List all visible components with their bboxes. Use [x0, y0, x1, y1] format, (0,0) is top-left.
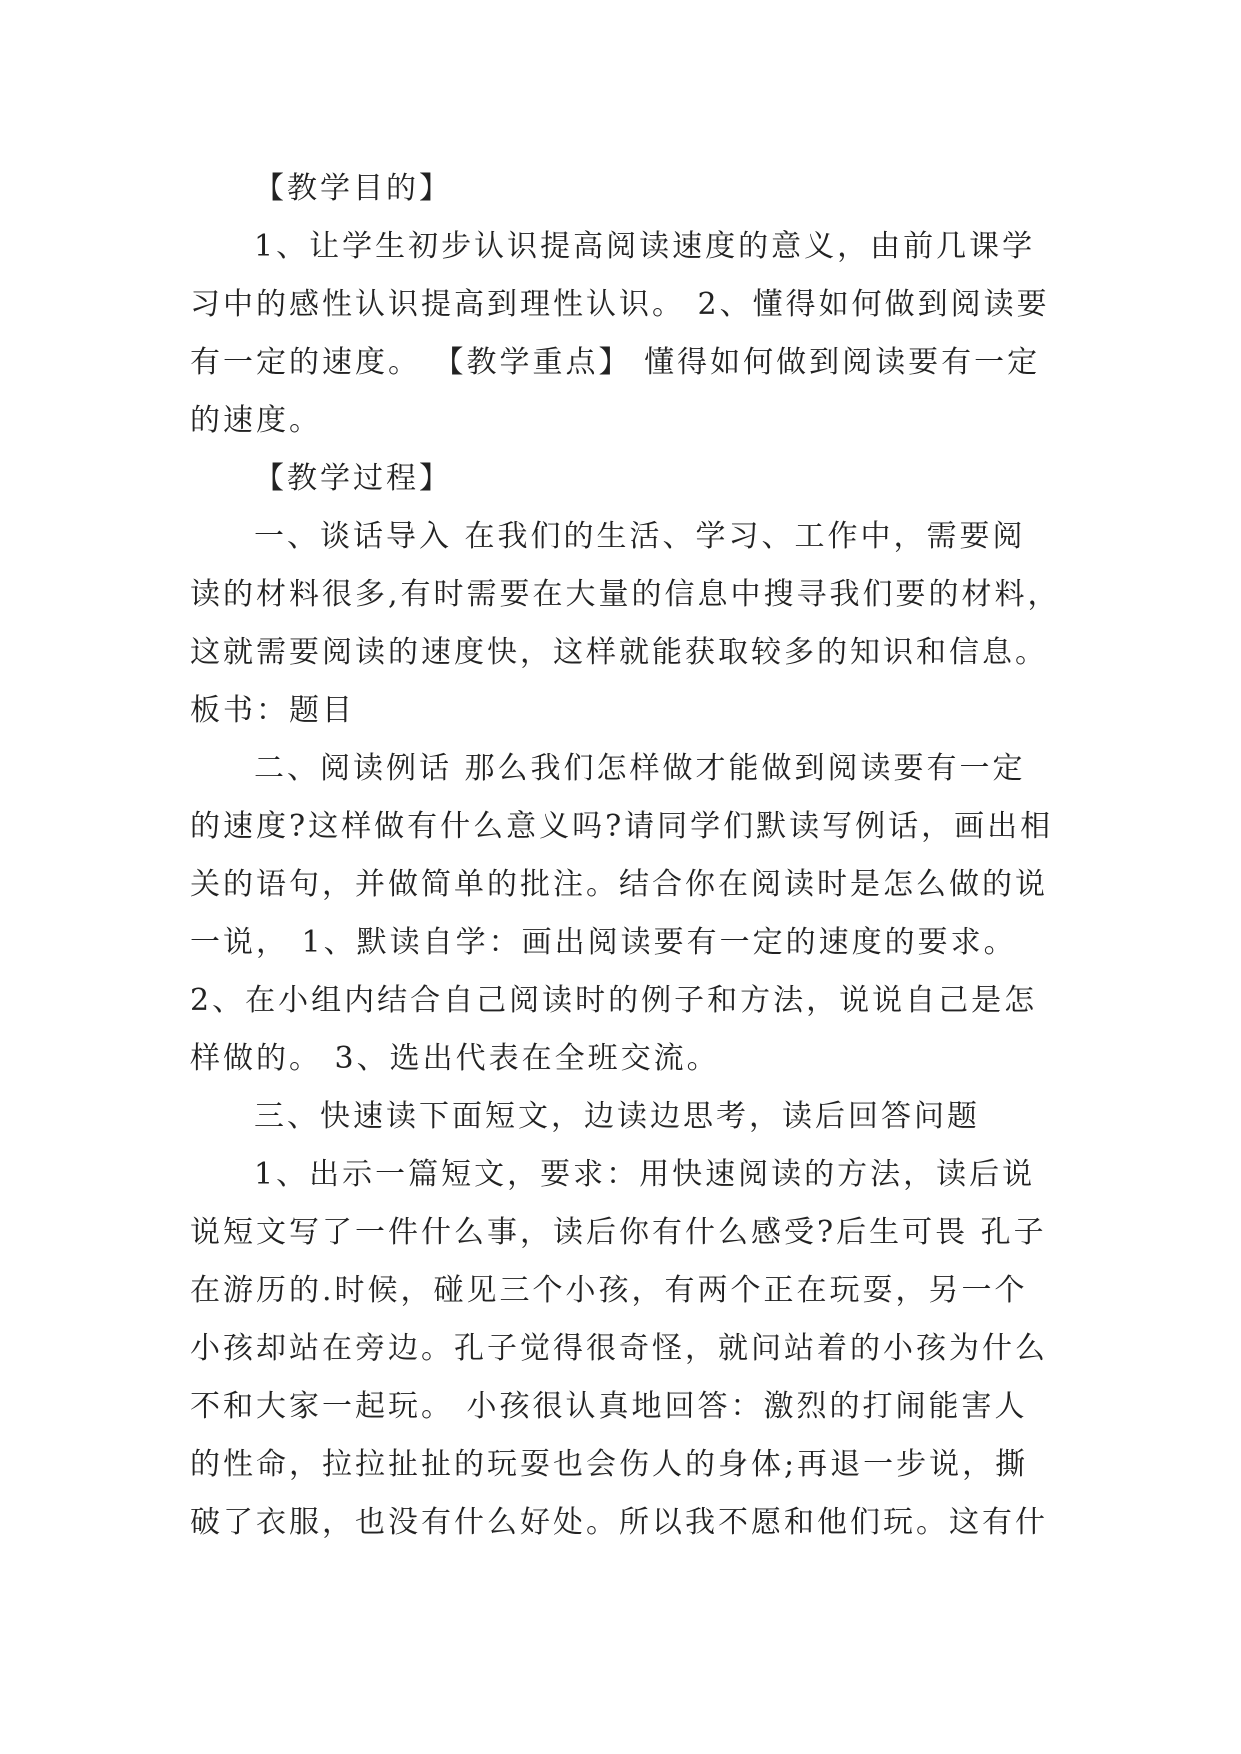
paragraph-line: 说短文写了一件什么事，读后你有什么感受?后生可畏 孔子	[190, 1215, 1047, 1250]
paragraph-line: 三、快速读下面短文，边读边思考，读后回答问题	[254, 1099, 980, 1134]
paragraph-line: 一、谈话导入 在我们的生活、学习、工作中，需要阅	[254, 519, 1026, 554]
paragraph-line: 的速度。	[190, 403, 322, 438]
paragraph-line: 小孩却站在旁边。孔子觉得很奇怪，就问站着的小孩为什么	[190, 1331, 1048, 1366]
paragraph-line: 1、让学生初步认识提高阅读速度的意义，由前几课学	[254, 229, 1036, 264]
paragraph-line: 的速度?这样做有什么意义吗?请同学们默读写例话，画出相	[190, 809, 1054, 844]
paragraph-line: 读的材料很多,有时需要在大量的信息中搜寻我们要的材料，	[190, 577, 1061, 612]
section-heading-teaching-objective: 【教学目的】	[254, 171, 452, 206]
paragraph-line: 关的语句，并做简单的批注。结合你在阅读时是怎么做的说	[190, 867, 1048, 902]
paragraph-line: 的性命，拉拉扯扯的玩耍也会伤人的身体;再退一步说，撕	[190, 1447, 1029, 1482]
document-body	[190, 160, 1060, 1552]
paragraph-line: 一说， 1、默读自学：画出阅读要有一定的速度的要求。	[190, 925, 1017, 960]
paragraph-line: 样做的。 3、选出代表在全班交流。	[190, 1041, 720, 1076]
section-heading-teaching-process: 【教学过程】	[254, 461, 452, 496]
paragraph-line: 1、出示一篇短文，要求：用快速阅读的方法，读后说	[254, 1157, 1036, 1192]
paragraph-line: 2、在小组内结合自己阅读时的例子和方法，说说自己是怎	[190, 983, 1038, 1018]
paragraph-line: 二、阅读例话 那么我们怎样做才能做到阅读要有一定	[254, 751, 1026, 786]
paragraph-line: 这就需要阅读的速度快，这样就能获取较多的知识和信息。	[190, 635, 1048, 670]
paragraph-line: 习中的感性认识提高到理性认识。 2、懂得如何做到阅读要	[190, 287, 1050, 322]
paragraph-line: 有一定的速度。 【教学重点】 懂得如何做到阅读要有一定	[190, 345, 1041, 380]
paragraph-line: 板书：题目	[190, 693, 355, 728]
paragraph-line: 在游历的.时候，碰见三个小孩，有两个正在玩耍，另一个	[190, 1273, 1028, 1308]
paragraph-line: 不和大家一起玩。 小孩很认真地回答：激烈的打闹能害人	[190, 1389, 1028, 1424]
paragraph-line: 破了衣服，也没有什么好处。所以我不愿和他们玩。这有什	[190, 1505, 1048, 1540]
